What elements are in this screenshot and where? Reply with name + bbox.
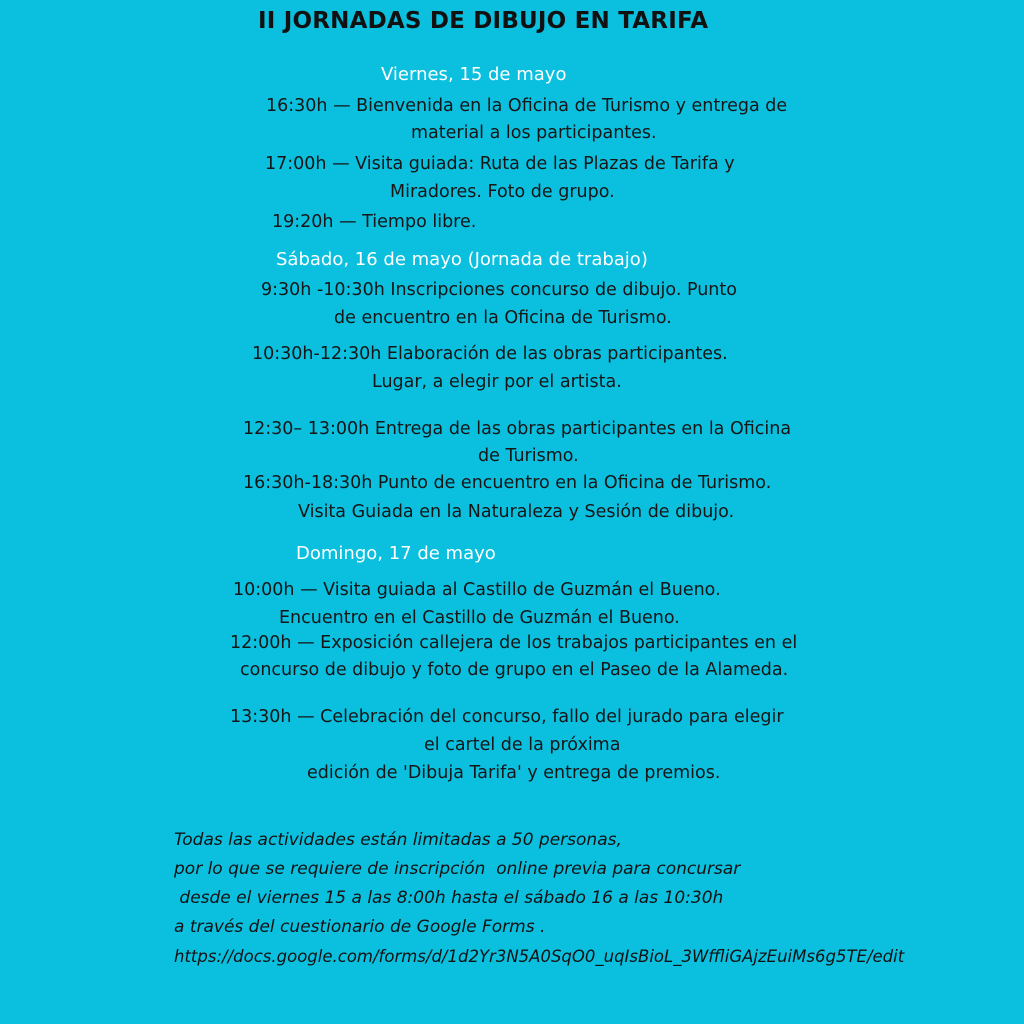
schedule-line: 19:20h — Tiempo libre. — [272, 212, 477, 232]
schedule-line: Visita Guiada en la Naturaleza y Sesión de dibujo. — [298, 502, 735, 522]
schedule-line: Miradores. Foto de grupo. — [390, 182, 615, 202]
schedule-line: 10:00h — Visita guiada al Castillo de Guzmán el Bueno. — [233, 580, 721, 600]
schedule-line: 10:30h-12:30h Elaboración de las obras participantes. — [252, 344, 728, 364]
schedule-line: 12:30– 13:00h Entrega de las obras participantes en la Oficina — [243, 419, 792, 439]
schedule-line: de encuentro en la Oficina de Turismo. — [334, 308, 672, 328]
note-line: Todas las actividades están limitadas a 50 personas, — [174, 830, 622, 850]
schedule-line: 16:30h — Bienvenida en la Oficina de Turismo y entrega de — [266, 96, 788, 116]
registration-note — [174, 826, 904, 971]
schedule-line: Encuentro en el Castillo de Guzmán el Bueno. — [279, 608, 680, 628]
schedule-line: 9:30h -10:30h Inscripciones concurso de dibujo. Punto — [261, 280, 737, 300]
schedule-line: el cartel de la próxima — [424, 735, 621, 755]
schedule-line: material a los participantes. — [411, 123, 657, 143]
note-line: desde el viernes 15 a las 8:00h hasta el sábado 16 a las 10:30h — [174, 888, 724, 908]
schedule-line: Lugar, a elegir por el artista. — [372, 372, 622, 392]
schedule-line: 12:00h — Exposición callejera de los trabajos participantes en el — [230, 633, 798, 653]
day-heading-saturday: Sábado, 16 de mayo (Jornada de trabajo) — [276, 249, 648, 270]
page-title: II JORNADAS DE DIBUJO EN TARIFA — [258, 8, 709, 34]
schedule-line: de Turismo. — [478, 446, 579, 466]
schedule-line: concurso de dibujo y foto de grupo en el Paseo de la Alameda. — [240, 660, 789, 680]
schedule-line: edición de 'Dibuja Tarifa' y entrega de premios. — [307, 763, 721, 783]
schedule-line: 13:30h — Celebración del concurso, fallo del jurado para elegir — [230, 707, 784, 727]
day-heading-friday: Viernes, 15 de mayo — [381, 64, 567, 85]
schedule-line: 16:30h-18:30h Punto de encuentro en la Oficina de Turismo. — [243, 473, 772, 493]
schedule-line: 17:00h — Visita guiada: Ruta de las Plazas de Tarifa y — [265, 154, 735, 174]
note-line: a través del cuestionario de Google Forms . — [174, 917, 546, 937]
day-heading-sunday: Domingo, 17 de mayo — [296, 543, 496, 564]
google-forms-link[interactable]: https://docs.google.com/forms/d/1d2Yr3N5A0SqO0_uqIsBioL_3WffliGAjzEuiMs6g5TE/edit — [174, 947, 905, 966]
note-line: por lo que se requiere de inscripción online previa para concursar — [174, 859, 741, 879]
